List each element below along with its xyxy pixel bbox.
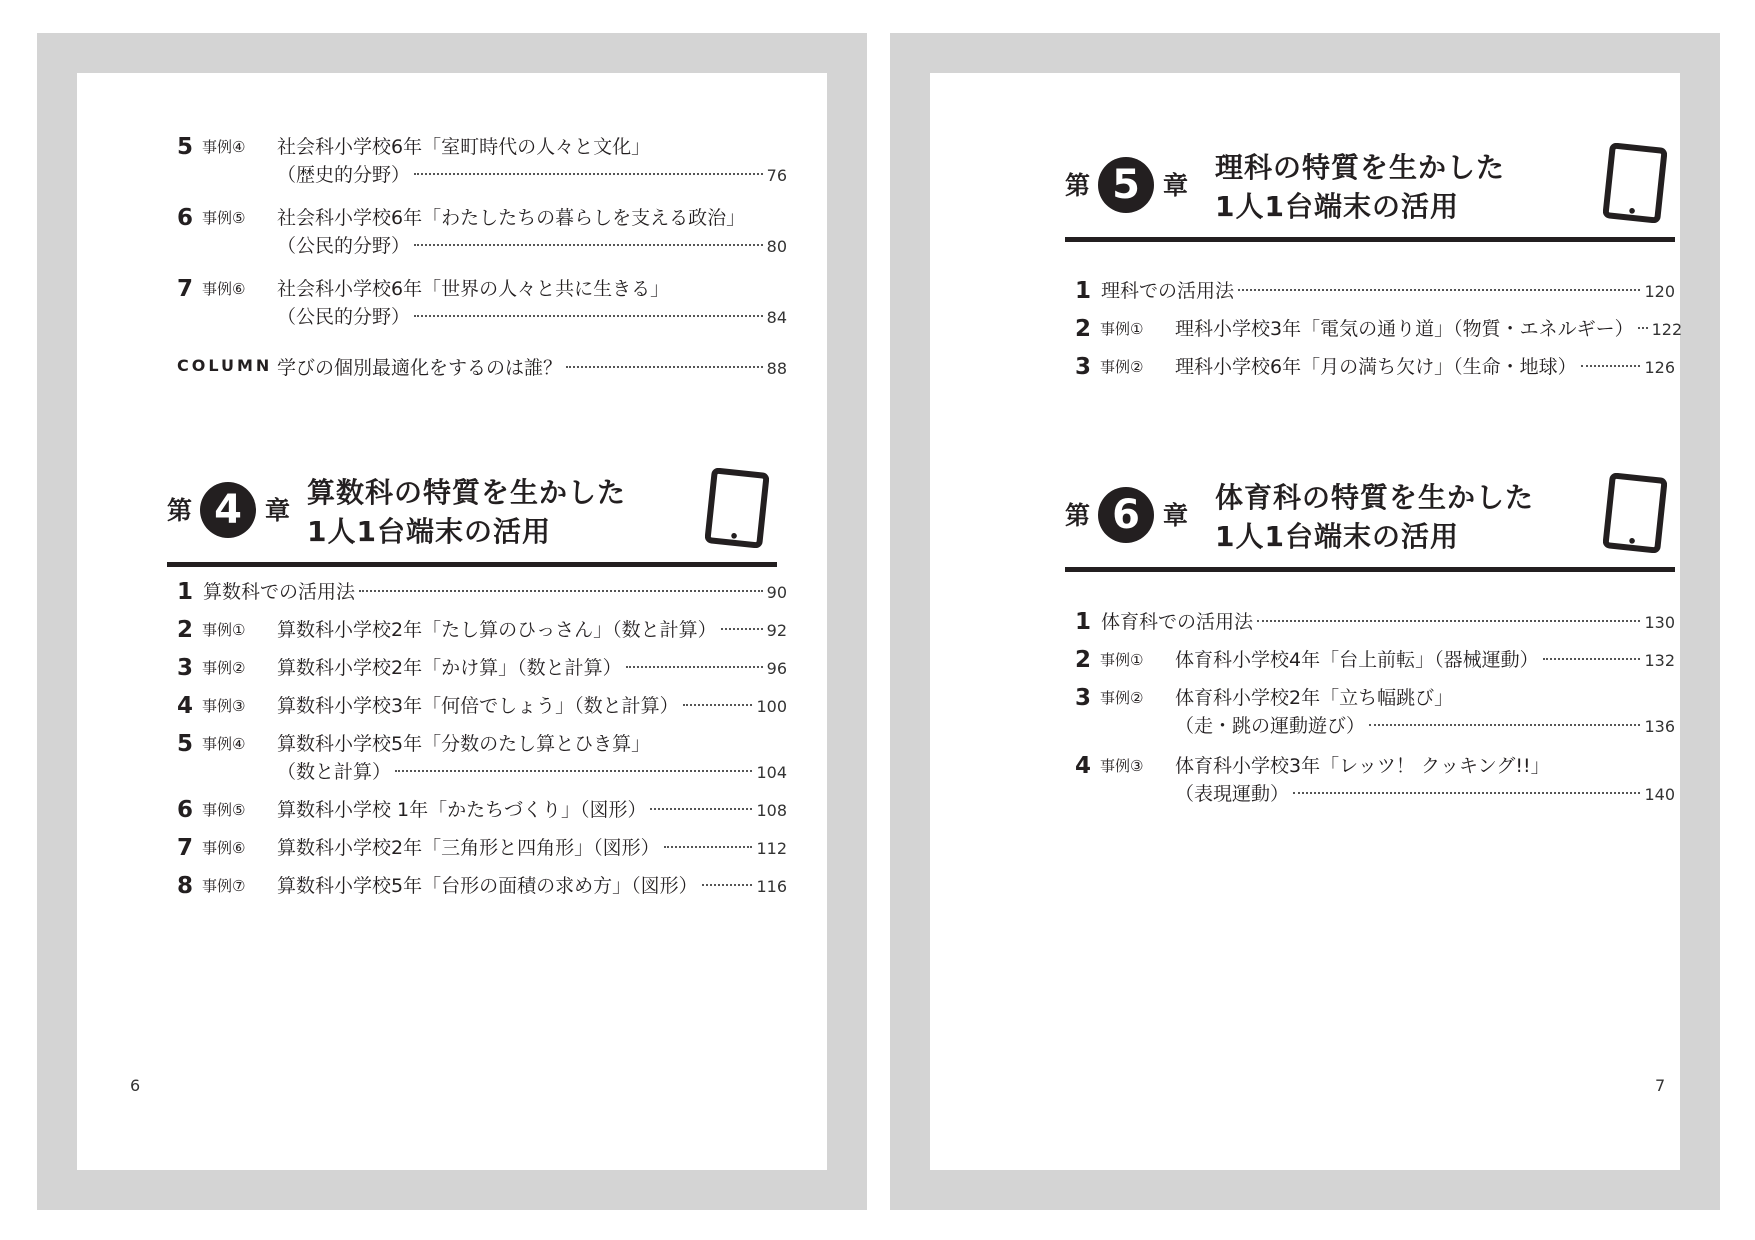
entry-number: 2 xyxy=(1075,647,1092,673)
entry-title: 算数科小学校2年「たし算のひっさん」（数と計算） 92 xyxy=(277,616,787,645)
entry-title-line2: （公民的分野） 80 xyxy=(277,232,787,261)
tablet-icon xyxy=(1603,473,1667,553)
entry-title-line2: （走・跳の運動遊び） 136 xyxy=(1175,712,1675,741)
entry-number: 2 xyxy=(177,617,194,643)
chapter-number-badge: 4 xyxy=(200,482,256,538)
page-ref: 76 xyxy=(766,166,787,185)
page-ref: 96 xyxy=(766,659,787,678)
chapter-title: 体育科の特質を生かした xyxy=(1215,481,1535,514)
column-label: COLUMN xyxy=(177,356,273,375)
case-label: 事例④ xyxy=(202,735,246,753)
chapter-number-badge: 5 xyxy=(1098,157,1154,213)
case-label: 事例① xyxy=(1100,320,1144,338)
entry-title: 理科での活用法 120 xyxy=(1101,277,1675,306)
right-page xyxy=(930,73,1683,1170)
entry-title: 体育科小学校2年「立ち幅跳び」 xyxy=(1175,687,1454,709)
chapter-rule xyxy=(1065,567,1675,572)
entry-number: 4 xyxy=(177,693,194,719)
entry-number: 3 xyxy=(1075,685,1092,711)
page-ref: 90 xyxy=(766,583,787,602)
case-label: 事例④ xyxy=(202,138,246,156)
page-ref: 100 xyxy=(756,697,787,716)
entry-title-line2: （公民的分野） 84 xyxy=(277,303,787,332)
chapter-subtitle: 1人1台端末の活用 xyxy=(307,515,551,548)
case-label: 事例⑤ xyxy=(202,801,246,819)
entry-title: 算数科小学校3年「何倍でしょう」（数と計算） 100 xyxy=(277,692,787,721)
page-ref: 80 xyxy=(766,237,787,256)
right-page-frame xyxy=(890,33,1720,1210)
entry-title: 体育科小学校4年「台上前転」（器械運動） 132 xyxy=(1175,646,1675,675)
case-label: 事例⑦ xyxy=(202,877,246,895)
chapter-6-header xyxy=(1065,473,1675,563)
chapter-prefix: 第 xyxy=(167,496,193,525)
entry-number: 8 xyxy=(177,873,194,899)
toc-entry[interactable] xyxy=(1075,684,1675,744)
entry-number: 1 xyxy=(1075,278,1092,304)
toc-entry[interactable] xyxy=(1075,277,1675,307)
case-label: 事例② xyxy=(202,659,246,677)
page-ref: 92 xyxy=(766,621,787,640)
entry-title: 算数科小学校 1年「かたちづくり」（図形） 108 xyxy=(277,796,787,825)
toc-entry[interactable] xyxy=(177,204,787,264)
toc-entry[interactable] xyxy=(1075,646,1675,676)
toc-entry[interactable] xyxy=(177,872,787,902)
chapter-number-badge: 6 xyxy=(1098,487,1154,543)
page-ref: 122 xyxy=(1651,320,1683,339)
page-ref: 130 xyxy=(1644,613,1675,632)
toc-entry[interactable] xyxy=(177,616,787,646)
entry-title-line2: （歴史的分野） 76 xyxy=(277,161,787,190)
toc-entry[interactable] xyxy=(177,796,787,826)
entry-title-line2: （数と計算） 104 xyxy=(277,758,787,787)
entry-number: 5 xyxy=(177,134,194,160)
tablet-icon xyxy=(1603,143,1667,223)
entry-number: 3 xyxy=(1075,354,1092,380)
entry-title: 理科小学校3年「電気の通り道」（物質・エネルギー） 122 xyxy=(1175,315,1675,344)
entry-number: 1 xyxy=(1075,609,1092,635)
chapter-suffix: 章 xyxy=(1163,501,1189,530)
entry-title: 算数科での活用法 90 xyxy=(203,578,787,607)
case-label: 事例② xyxy=(1100,358,1144,376)
chapter-suffix: 章 xyxy=(1163,171,1189,200)
entry-title: 理科小学校6年「月の満ち欠け」（生命・地球） 126 xyxy=(1175,353,1675,382)
page-ref: 104 xyxy=(756,763,787,782)
toc-entry[interactable] xyxy=(1075,752,1675,812)
entry-title: 算数科小学校2年「かけ算」（数と計算） 96 xyxy=(277,654,787,683)
case-label: 事例⑥ xyxy=(202,839,246,857)
entry-title: 算数科小学校5年「分数のたし算とひき算」 xyxy=(277,733,651,755)
case-label: 事例⑤ xyxy=(202,209,246,227)
case-label: 事例③ xyxy=(1100,757,1144,775)
chapter-subtitle: 1人1台端末の活用 xyxy=(1215,520,1459,553)
entry-number: 7 xyxy=(177,835,194,861)
toc-entry[interactable] xyxy=(1075,315,1683,345)
entry-number: 4 xyxy=(1075,753,1092,779)
toc-entry[interactable] xyxy=(177,834,787,864)
entry-title-line2: （表現運動） 140 xyxy=(1175,780,1675,809)
chapter-prefix: 第 xyxy=(1065,501,1091,530)
page-number: 6 xyxy=(130,1076,141,1095)
page-ref: 108 xyxy=(756,801,787,820)
chapter-suffix: 章 xyxy=(265,496,291,525)
page-ref: 112 xyxy=(756,839,787,858)
case-label: 事例⑥ xyxy=(202,280,246,298)
entry-title: 体育科での活用法 130 xyxy=(1101,608,1675,637)
tablet-icon xyxy=(705,468,769,548)
page-ref: 116 xyxy=(756,877,787,896)
page-ref: 88 xyxy=(766,359,787,378)
case-label: 事例① xyxy=(202,621,246,639)
page-ref: 136 xyxy=(1644,717,1675,736)
toc-entry[interactable] xyxy=(177,654,787,684)
entry-title: 社会科小学校6年「わたしたちの暮らしを支える政治」 xyxy=(277,207,746,229)
entry-title: 算数科小学校5年「台形の面積の求め方」（図形） 116 xyxy=(277,872,787,901)
case-label: 事例② xyxy=(1100,689,1144,707)
chapter-5-header xyxy=(1065,143,1675,233)
toc-entry[interactable] xyxy=(177,730,787,790)
chapter-subtitle: 1人1台端末の活用 xyxy=(1215,190,1459,223)
toc-entry[interactable] xyxy=(1075,353,1675,383)
entry-number: 7 xyxy=(177,276,194,302)
toc-entry[interactable] xyxy=(177,275,787,335)
chapter-prefix: 第 xyxy=(1065,171,1091,200)
case-label: 事例① xyxy=(1100,651,1144,669)
toc-entry[interactable] xyxy=(177,133,787,193)
chapter-rule xyxy=(167,562,777,567)
page-ref: 120 xyxy=(1644,282,1675,301)
page-number: 7 xyxy=(1655,1076,1666,1095)
page-ref: 84 xyxy=(766,308,787,327)
column-title: 学びの個別最適化をするのは誰？ 88 xyxy=(277,354,787,383)
entry-number: 1 xyxy=(177,579,194,605)
left-page-frame xyxy=(37,33,867,1210)
toc-entry[interactable] xyxy=(1075,608,1675,638)
entry-number: 3 xyxy=(177,655,194,681)
chapter-4-header xyxy=(167,468,777,558)
toc-entry[interactable] xyxy=(177,578,787,608)
entry-number: 6 xyxy=(177,797,194,823)
case-label: 事例③ xyxy=(202,697,246,715)
chapter-title: 算数科の特質を生かした xyxy=(307,476,627,509)
entry-title: 体育科小学校3年「レッツ！ クッキング!!」 xyxy=(1175,755,1550,777)
page-ref: 140 xyxy=(1644,785,1675,804)
column-entry[interactable] xyxy=(177,354,787,384)
chapter-rule xyxy=(1065,237,1675,242)
entry-title: 社会科小学校6年「世界の人々と共に生きる」 xyxy=(277,278,670,300)
entry-number: 6 xyxy=(177,205,194,231)
toc-entry[interactable] xyxy=(177,692,787,722)
chapter-title: 理科の特質を生かした xyxy=(1215,151,1506,184)
entry-number: 2 xyxy=(1075,316,1092,342)
page-ref: 126 xyxy=(1644,358,1675,377)
entry-number: 5 xyxy=(177,731,194,757)
left-page xyxy=(77,73,827,1170)
page-ref: 132 xyxy=(1644,651,1675,670)
entry-title: 社会科小学校6年「室町時代の人々と文化」 xyxy=(277,136,651,158)
entry-title: 算数科小学校2年「三角形と四角形」（図形） 112 xyxy=(277,834,787,863)
